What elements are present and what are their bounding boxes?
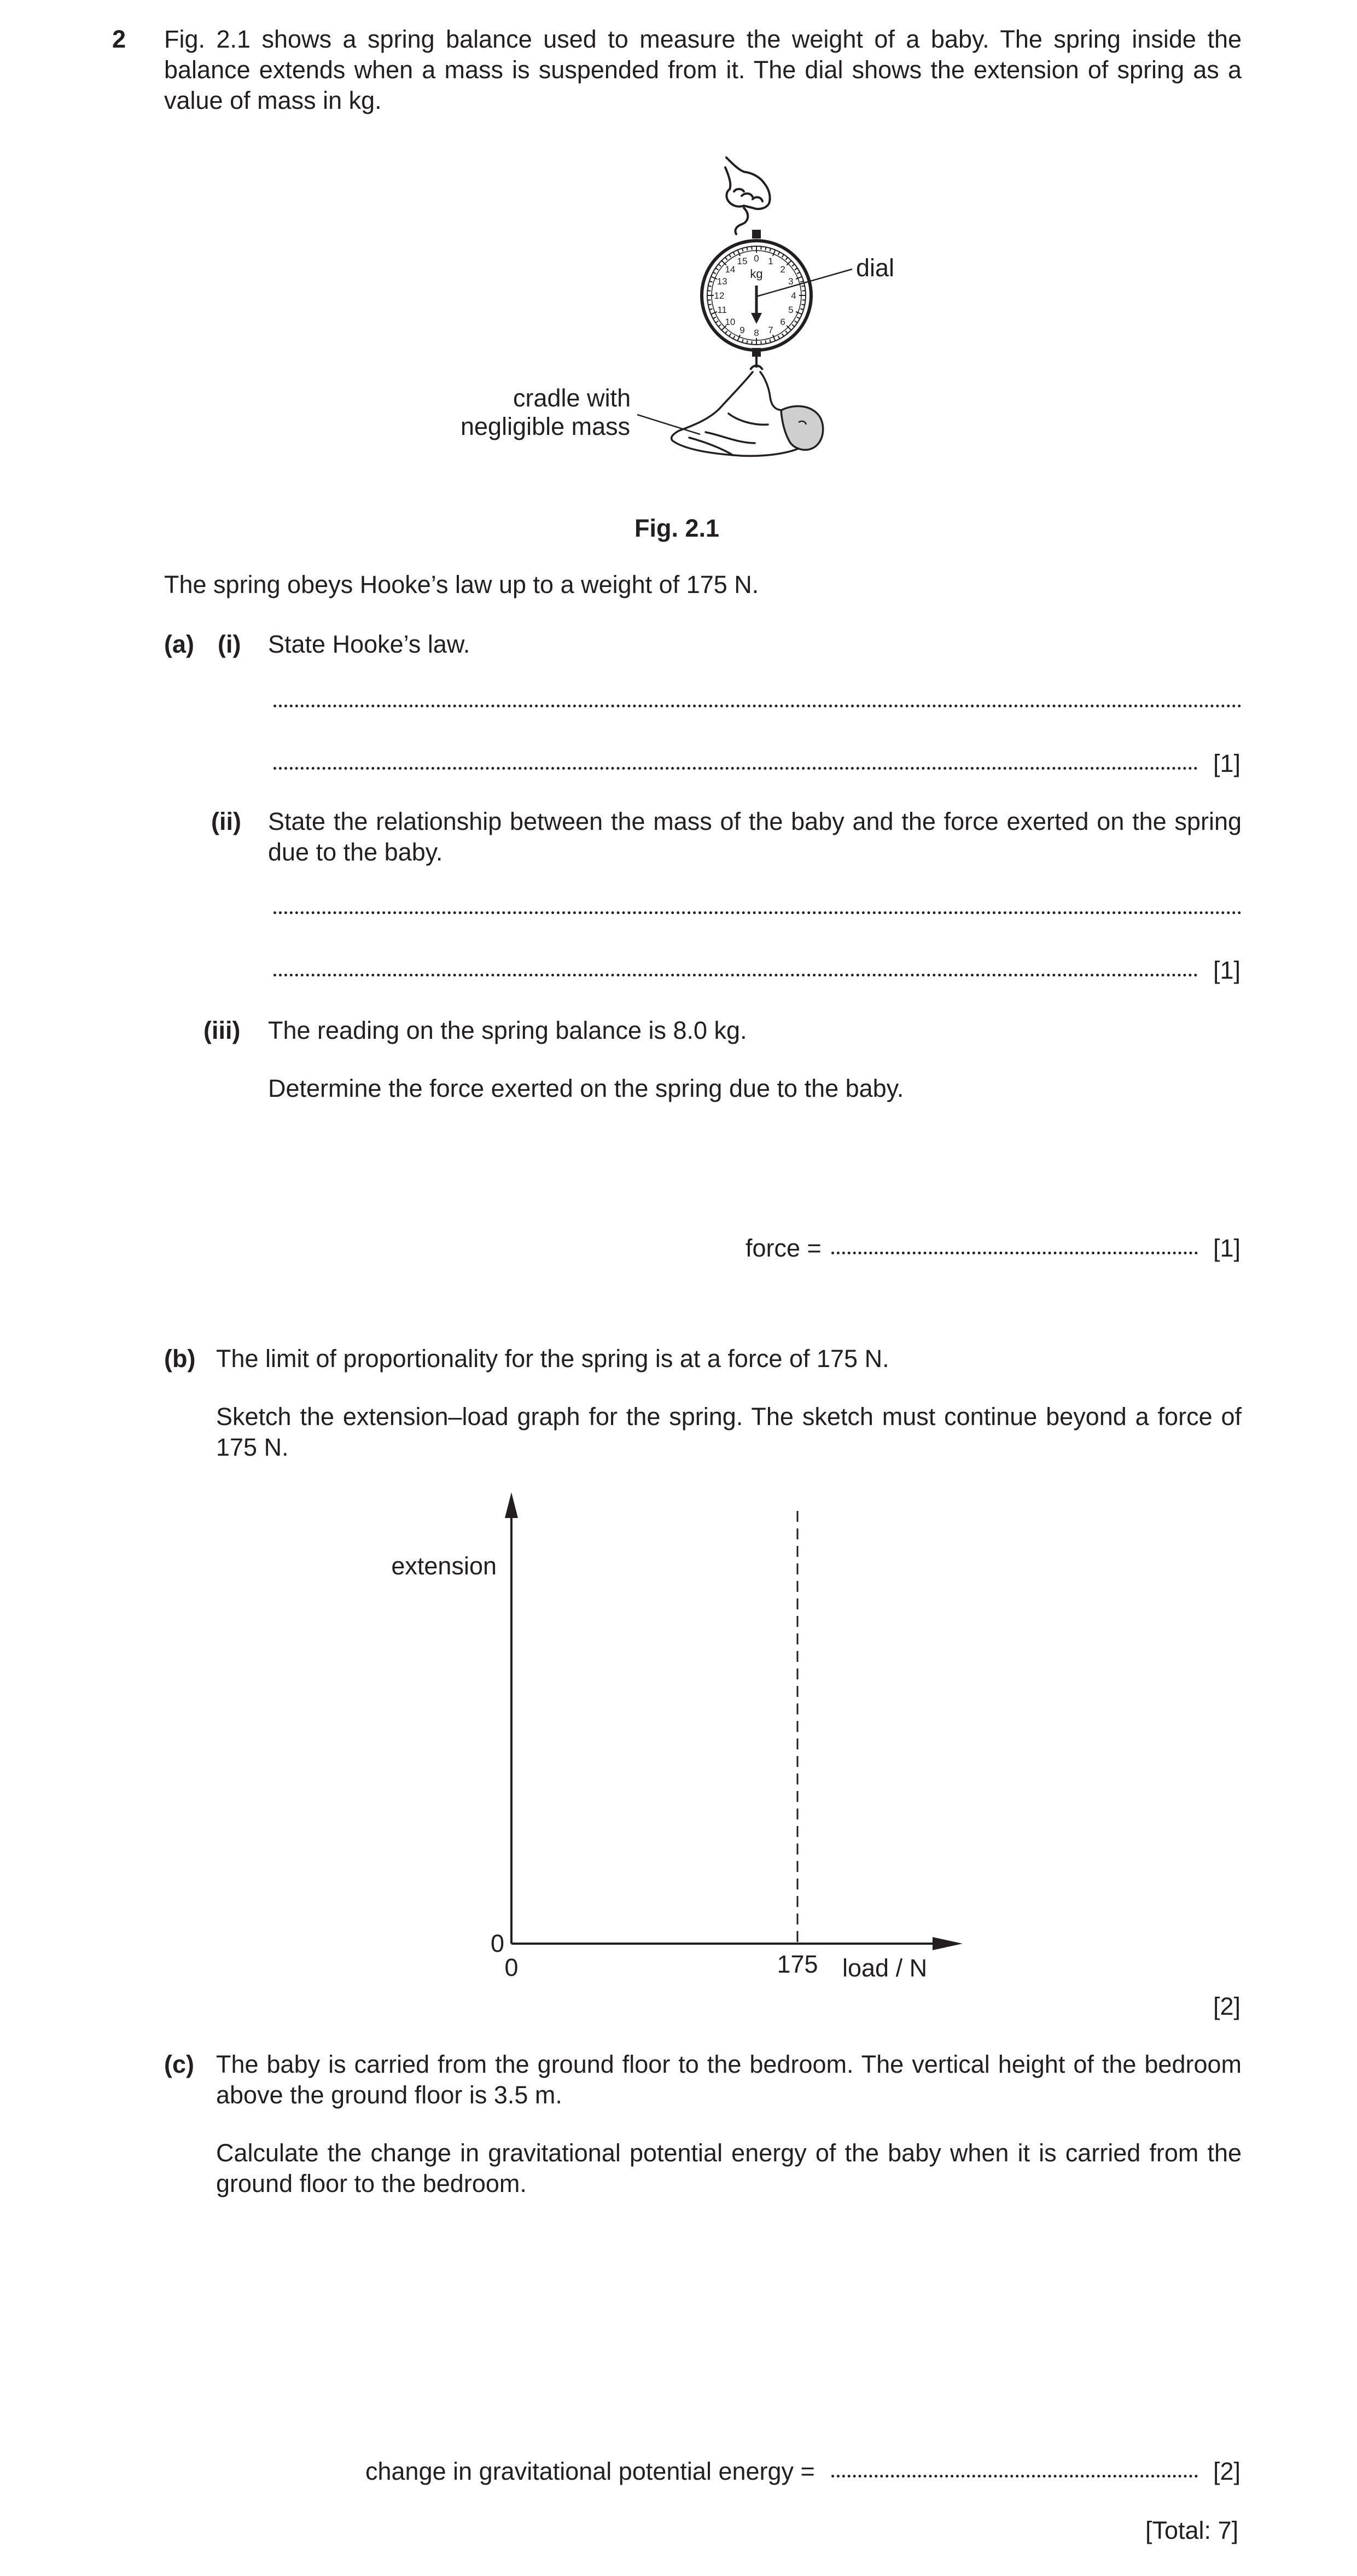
x-axis-arrowhead [933,1937,963,1950]
label-dial: dial [856,254,895,282]
x-axis-label: load / N [842,1954,928,1982]
force-answer-label: force = [746,1234,822,1262]
hooke-statement: The spring obeys Hooke’s law up to a weight of 175 N. [164,571,759,598]
dial-number: 4 [791,290,796,301]
dial-number: 15 [737,256,748,267]
dial-number: 8 [754,328,759,338]
marks-c: [2] [1213,2457,1241,2485]
total-marks: [Total: 7] [1145,2516,1239,2544]
dial-number: 13 [717,276,727,287]
dial-number: 14 [725,264,736,275]
gpe-answer-line[interactable] [831,2475,1198,2478]
part-c-text2: Calculate the change in gravitational potential energy of the baby when it is carried from the ground floor to the bedroom. [216,2139,1242,2197]
answer-line-a-i-1[interactable] [273,705,1242,707]
dial-number: 2 [780,264,785,275]
part-a-ii-text: State the relationship between the mass of the baby and the force exerted on the spring due to the baby. [268,807,1242,866]
y-axis-arrowhead [505,1492,518,1518]
part-a-iii-label: (iii) [203,1016,241,1044]
label-cradle-line1: cradle with [513,384,631,412]
y-axis-label: extension [391,1552,497,1580]
dial-number: 10 [725,317,736,328]
dial-number: 9 [739,324,745,335]
marks-b: [2] [1213,1992,1241,2020]
answer-line-a-ii-1[interactable] [273,911,1242,914]
dial-number: 5 [788,305,794,316]
dial-number: 6 [780,317,785,328]
dial-number: 1 [768,256,773,267]
part-a-i-text: State Hooke’s law. [268,630,470,658]
label-cradle-line2: negligible mass [461,412,631,440]
dial-number: 7 [768,324,773,335]
answer-line-a-i-2[interactable] [273,767,1198,770]
intro-text: Fig. 2.1 shows a spring balance used to measure the weight of a baby. The spring inside the balance extends when a mass is suspended from it. The dial shows the extension of spring as a value of mass in kg. [164,25,1242,114]
dial-number: 11 [717,305,727,316]
part-a-iii-text1: The reading on the spring balance is 8.0 kg. [268,1016,747,1044]
gpe-answer-label: change in gravitational potential energy = [365,2457,815,2485]
part-a-i-label: (i) [218,630,241,658]
dial-number: 0 [754,253,759,264]
dial-unit: kg [750,267,763,281]
marks-a-iii: [1] [1213,1234,1241,1262]
dial-number: 12 [714,290,725,301]
y-tick-label: 0 [490,1929,504,1957]
figure-caption: Fig. 2.1 [634,514,720,542]
dial-number: 3 [788,276,794,287]
baby-head [781,406,823,450]
question-number: 2 [112,25,126,53]
force-answer-line[interactable] [831,1252,1198,1254]
marks-a-i: [1] [1213,749,1241,777]
part-c-label: (c) [164,2050,194,2078]
x-tick-label: 0 [504,1953,519,1981]
part-b-text2: Sketch the extension–load graph for the spring. The sketch must continue beyond a force of 175 N. [216,1403,1242,1461]
x-tick-label: 175 [777,1950,818,1978]
answer-line-a-ii-2[interactable] [273,974,1198,976]
part-b-text1: The limit of proportionality for the spring is at a force of 175 N. [216,1345,889,1373]
part-a-iii-text2: Determine the force exerted on the spring due to the baby. [268,1074,904,1102]
part-c-text1: The baby is carried from the ground floor to the bedroom. The vertical height of the bedroom above the ground floor is 3.5 m. [216,2050,1242,2109]
marks-a-ii: [1] [1213,956,1241,984]
part-a-ii-label: (ii) [211,807,241,835]
part-a-label: (a) [164,630,194,658]
part-b-label: (b) [164,1345,196,1373]
